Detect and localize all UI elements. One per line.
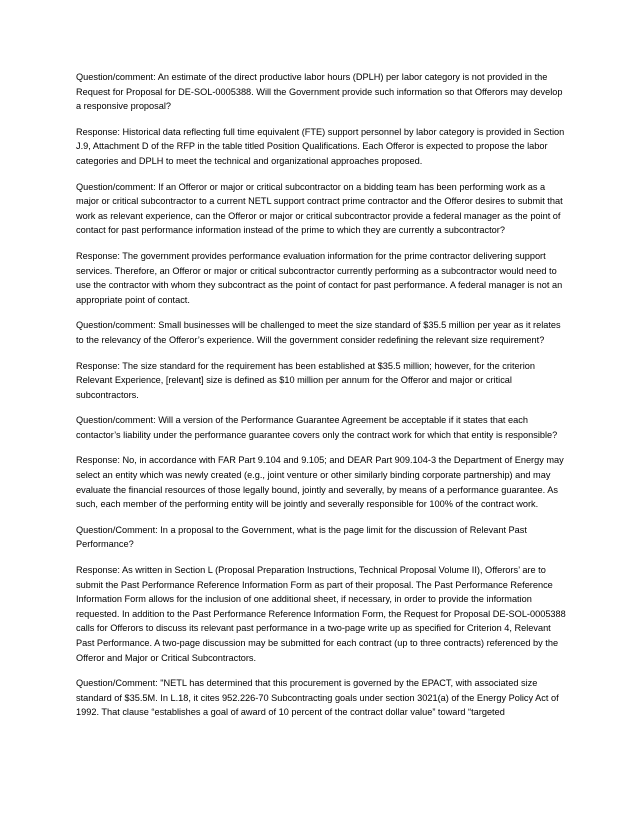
paragraph-question-performance-guarantee: Question/comment: Will a version of the Performance Guarantee Agreement be acceptable if it states that each contactor’s liability under the performance guarantee covers only the contract work for which that entity is responsible? <box>76 415 558 440</box>
paragraph-response-point-of-contact: Response: The government provides performance evaluation information for the prime contractor delivering support services. Therefore, an Offeror or major or critical subcontractor currently performing as a subcontractor would need to use the contractor with whom they subcontract as the point of contact for past performance. A federal manager is not an appropriate point of contact. <box>76 250 563 305</box>
paragraph-response-page-limit: Response: As written in Section L (Proposal Preparation Instructions, Technical Proposal Volume II), Offerors’ are to submit the Past Performance Reference Information Form as part of their proposal. The Past Performance Reference Information Form allows for the inclusion of one additional sheet, if necessary, in order to provide the information requested. In addition to the Past Performance Reference Information Form, the Request for Proposal DE-SOL-0005388 calls for Offerors to discuss its relevant past performance in a two-page write up as specified for Criterion 4, Relevant Past Performance. A two-page discussion may be submitted for each contract (up to three contracts) referenced by the Offeror and Major or Critical Subcontractors. <box>76 565 566 663</box>
paragraph-question-page-limit: Question/Comment: In a proposal to the Government, what is the page limit for the discussion of Relevant Past Performance? <box>76 524 527 550</box>
paragraph-question-epact: Question/Comment: "NETL has determined that this procurement is governed by the EPACT, with associated size standard of $35.5M. In L.18, it cites 952.226-70 Subcontracting goals under section 3021(a) of the Energy Policy Act of 1992. That clause “establishes a goal of award of 10 percent of the contract dollar value” toward “targeted <box>76 678 559 718</box>
paragraph-question-dplh: Question/comment: An estimate of the direct productive labor hours (DPLH) per labor category is not provided in the Request for Proposal for DE-SOL-0005388. Will the Government provide such information so that Offerors may develop a responsive proposal? <box>76 72 563 112</box>
paragraph-response-performance-guarantee: Response: No, in accordance with FAR Part 9.104 and 9.105; and DEAR Part 909.104-3 the Department of Energy may select an entity which was newly created (e.g., joint venture or other similarly binding corporate partnership) and may evaluate the financial resources of those legally bound, jointly and severally, by means of a performance guarantee. As such, each member of the performing entity will be jointly and severally responsible for 100% of the contract work. <box>76 455 564 510</box>
paragraph-question-point-of-contact: Question/comment: If an Offeror or major or critical subcontractor on a bidding team has been performing work as a major or critical subcontractor to a current NETL support contract prime contractor and the Offeror desires to submit that work as relevant experience, can the Offeror or major or critical subcontractor provide a federal manager as the point of contact for past performance information instead of the prime to which they are currently a subcontractor? <box>76 181 563 236</box>
paragraph-response-dplh: Response: Historical data reflecting full time equivalent (FTE) support personnel by labor category is provided in Section J.9, Attachment D of the RFP in the table titled Position Qualifications. Each Offeror is expected to propose the labor categories and DPLH to meet the technical and organizational approaches proposed. <box>76 126 565 166</box>
paragraph-response-size-standard: Response: The size standard for the requirement has been established at $35.5 million; however, for the criterion Relevant Experience, [relevant] size is defined as $10 million per annum for the Offeror and major or critical subcontractors. <box>76 360 535 400</box>
paragraph-question-size-standard: Question/comment: Small businesses will be challenged to meet the size standard of $35.5 million per year as it relates to the relevancy of the Offeror’s experience. Will the government consider redefining the relevant size requirement? <box>76 320 561 345</box>
document-page <box>76 70 568 731</box>
